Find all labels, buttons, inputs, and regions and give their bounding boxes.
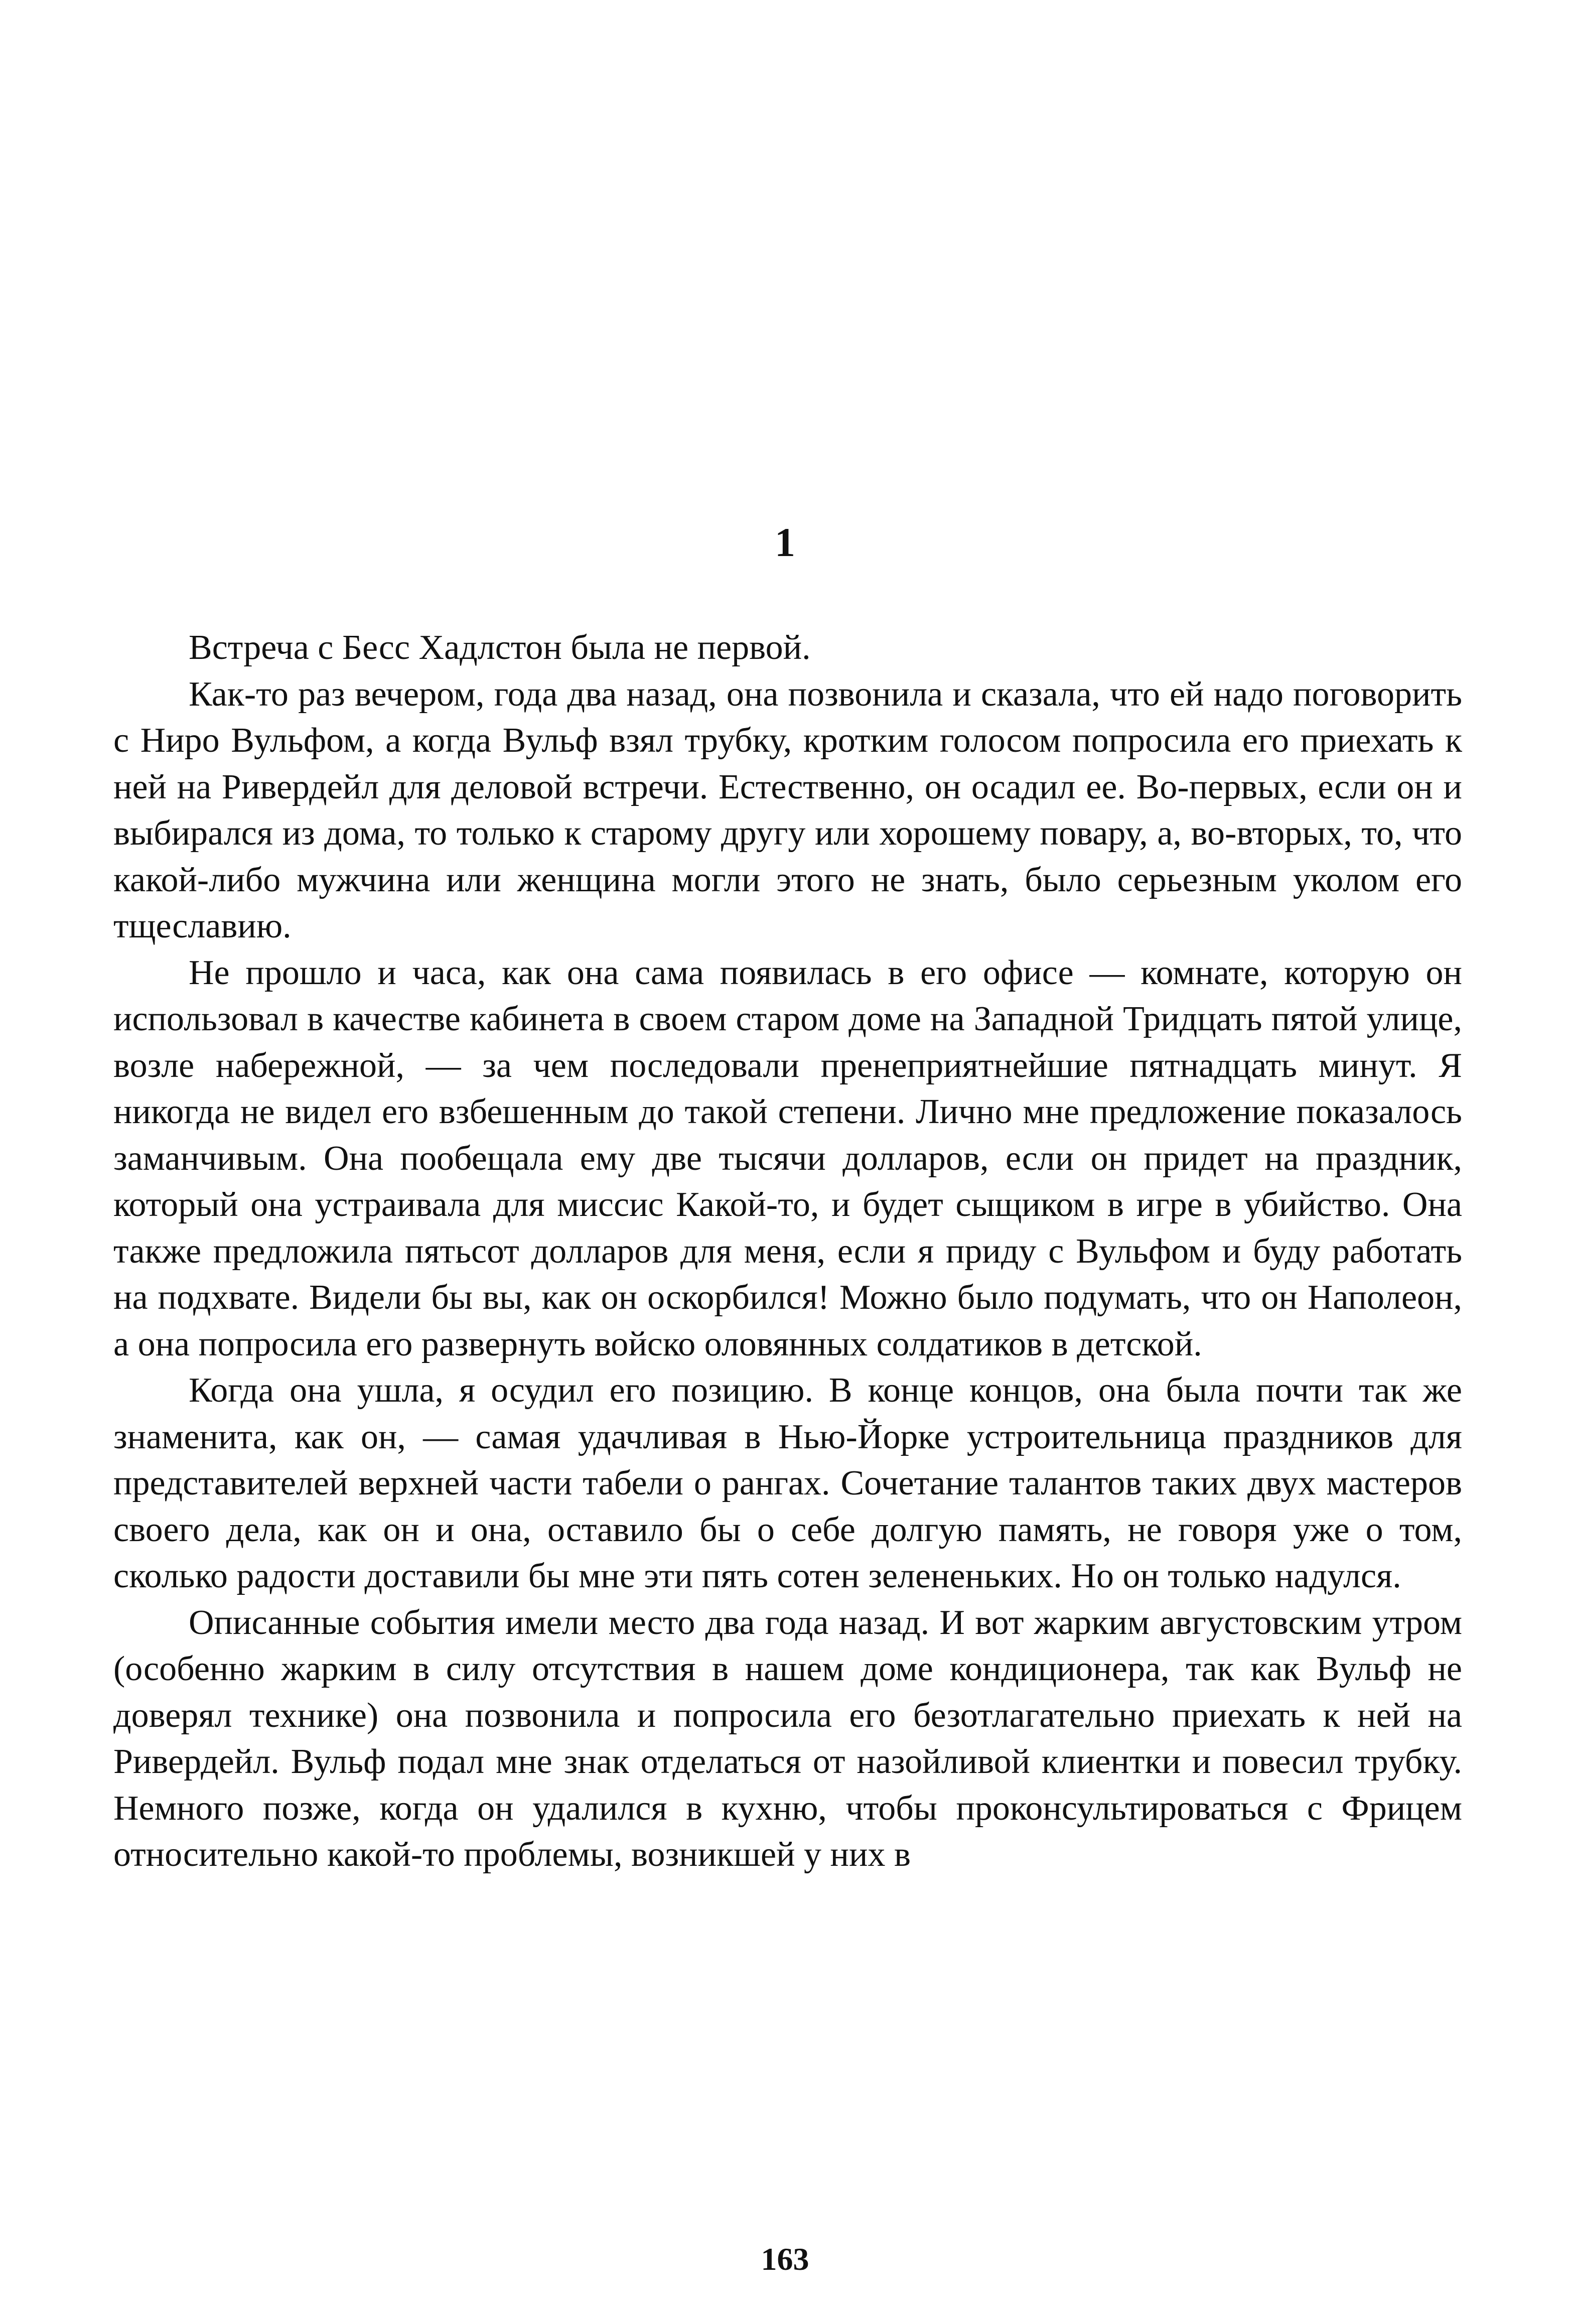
body-text bbox=[113, 625, 1462, 1878]
paragraph: Когда она ушла, я осудил его позицию. В конце концов, она была почти так же знаменита, как он, — самая удачливая в Нью-Йорке устроительница праздников для представителей верхней части табели о рангах. Сочетание талантов таких двух мастеров своего дела, как он и она, оставило бы о себе долгую память, не говоря уже о том, сколько радости доставили бы мне эти пять сотен зелененьких. Но он только надулся. bbox=[113, 1371, 1462, 1595]
paragraph: Встреча с Бесс Хадлстон была не первой. bbox=[189, 628, 811, 667]
page-number: 163 bbox=[761, 2241, 809, 2277]
paragraph: Как-то раз вечером, года два назад, она позвонила и сказала, что ей надо поговорить с Ниро Вульфом, а когда Вульф взял трубку, кротким голосом попросила его приехать к ней на Ривердейл для деловой встречи. Естественно, он осадил ее. Во-первых, если он и выбирался из дома, то только к старому другу или хорошему повару, а, во-вторых, то, что какой-либо мужчина или женщина могли этого не знать, было серьезным уколом его тщеславию. bbox=[113, 674, 1462, 945]
paragraph: Не прошло и часа, как она сама появилась в его офисе — комнате, которую он использовал в качестве кабинета в своем старом доме на Западной Тридцать пятой улице, возле набережной, — за чем последовали пренеприятнейшие пятнадцать минут. Я никогда не видел его взбешенным до такой степени. Лично мне предложение показалось заманчивым. Она пообещала ему две тысячи долларов, если он придет на праздник, который она устраивала для миссис Какой-то, и будет сыщиком в игре в убийство. Она также предложила пятьсот долларов для меня, если я приду с Вульфом и буду работать на подхвате. Видели бы вы, как он оскорбился! Можно было подумать, что он Наполеон, а она попросила его развернуть войско оловянных солдатиков в детской. bbox=[113, 953, 1462, 1363]
chapter-number: 1 bbox=[775, 519, 795, 565]
paragraph: Описанные события имели место два года назад. И вот жарким августовским утром (особенно жарким в силу отсутствия в нашем доме кондиционера, так как Вульф не доверял технике) она позвонила и попросила его безотлагательно приехать к ней на Ривердейл. Вульф подал мне знак отделаться от назойливой клиентки и повесил трубку. Немного позже, когда он удалился в кухню, чтобы проконсультироваться с Фрицем относительно какой-то проблемы, возникшей у них в bbox=[113, 1603, 1462, 1874]
